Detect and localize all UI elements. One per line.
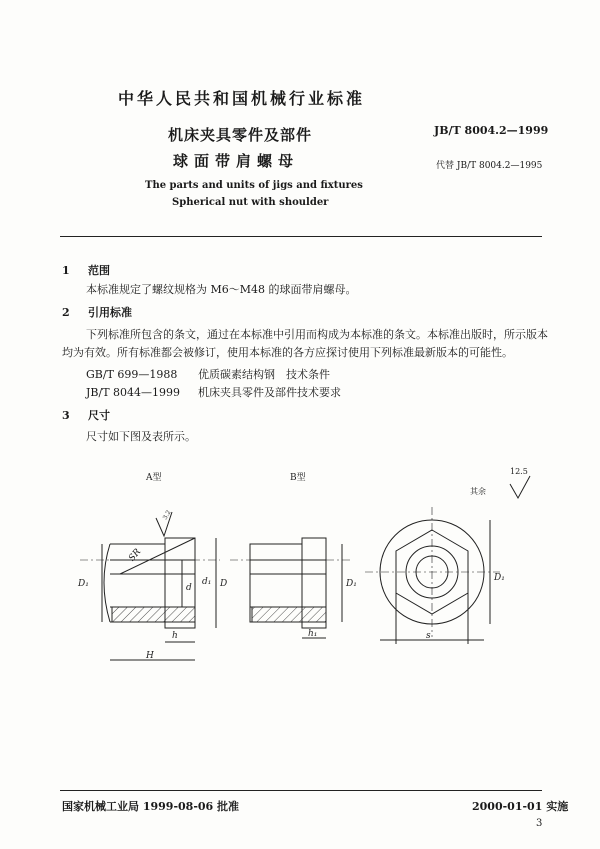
type-b-nut-view [230,538,350,638]
type-a-nut-view [80,512,220,660]
roughness-other-label: 其余 [470,487,486,496]
scope-text: 本标准规定了螺纹规格为 M6～M48 的球面带肩螺母。 [86,283,357,296]
dim-label-big-d: D [220,579,228,589]
dim-label-d1-b: D₁ [346,579,357,589]
section-3-heading [62,407,110,423]
reference-item [86,384,341,400]
roughness-symbol [510,476,530,498]
dim-label-d: d [186,583,192,593]
reference-code: GB/T 699—1988 [86,368,178,381]
reference-item [86,366,330,382]
ref-intro-line1: 下列标准所包含的条文，通过在本标准中引用而构成为本标准的条文。本标准出版时，所示版本 [86,328,548,341]
reference-code: JB/T 8044—1999 [86,386,181,399]
top-view [365,507,500,644]
type-a-label: A型 [146,473,162,483]
standard-code: JB/T 8004.2—1999 [434,124,549,137]
dim-label-h: h [172,631,178,641]
page-number: 3 [536,818,543,829]
dim-label-d1-small: d₁ [202,577,212,587]
dim-label-d1-a: D₁ [78,579,89,589]
dim-label-sr: SR [127,547,144,564]
section-number: 3 [62,409,70,422]
type-b-label: B型 [290,473,306,483]
dim-label-d1-top: D₁ [494,573,505,583]
header-divider [60,236,542,237]
section-title: 尺寸 [88,409,110,422]
replaces-standard: 代替 JB/T 8004.2—1995 [436,161,543,171]
dimension-text: 尺寸如下图及表所示。 [86,430,196,443]
roughness-value: 12.5 [510,467,528,476]
standard-category-title: 中华人民共和国机械行业标准 [118,89,366,108]
footer-divider [60,790,542,791]
approval-note: 国家机械工业局 1999-08-06 批准 [62,800,240,813]
section-1-heading [62,262,110,278]
roughness-small-value: 3.2 [161,509,173,521]
section-title: 引用标准 [88,306,132,319]
dim-label-s: s [426,631,431,641]
technical-drawing [60,462,550,682]
reference-title: 机床夹具零件及部件技术要求 [198,386,341,399]
ref-intro-line2: 均为有效。所有标准都会被修订，使用本标准的各方应探讨使用下列标准最新版本的可能性。 [62,346,513,359]
dim-label-h1: h₁ [308,629,318,639]
title-en-line1: The parts and units of jigs and fixtures [145,180,363,191]
section-2-heading [62,304,132,320]
reference-title: 优质碳素结构钢 技术条件 [198,368,330,381]
effective-date: 2000-01-01 实施 [472,800,569,813]
section-number: 1 [62,264,70,277]
title-en-line2: Spherical nut with shoulder [172,197,329,208]
title-cn-line1: 机床夹具零件及部件 [168,126,313,144]
title-cn-line2: 球面带肩螺母 [173,152,300,170]
section-number: 2 [62,306,70,319]
section-title: 范围 [88,264,110,277]
dim-label-big-h: H [146,651,154,661]
